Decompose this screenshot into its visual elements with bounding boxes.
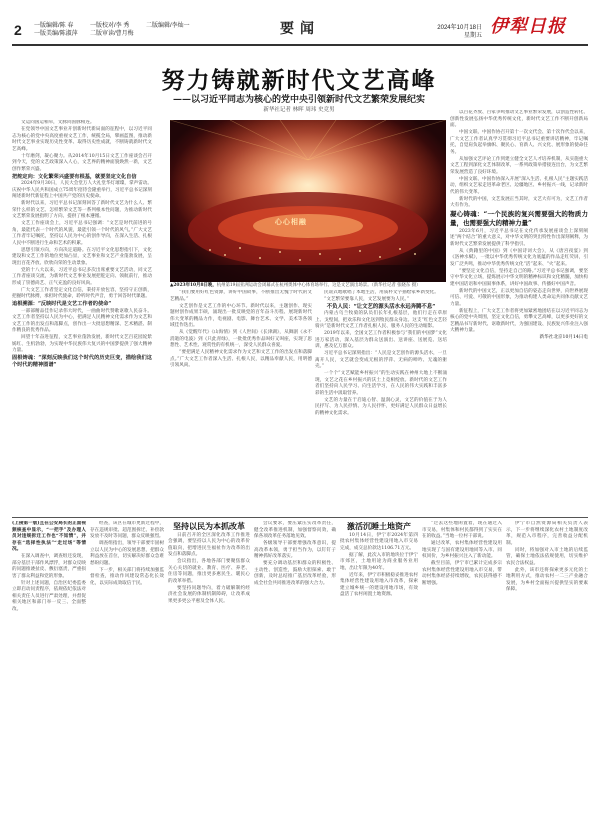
header-divider — [12, 44, 588, 46]
section-name: 要闻 — [280, 21, 320, 37]
paragraph: 2019年以来，全国文艺工作者积极参与“我们的中国梦”文化进万家活动，深入基层为群众送演出、送讲座、送展览、送培训，惠及亿万群众。 — [315, 331, 447, 349]
paragraph: 中国文联、中国作协深入开展“深入生活、扎根人民”主题实践活动，组织文艺家走进革命老区、边疆地区、乡村振兴一线，记录新时代的伟大变革。 — [450, 176, 588, 195]
paragraph: 一部部精品佳作记录伟大时代，一曲曲时代赞歌讴歌人民奋斗。文艺工作者坚持以人民为中心，把满足人民精神文化需求作为文艺和文艺工作的出发点和落脚点，创作出一大批思想精深、艺术精湛、制作精良的优秀作品。 — [12, 308, 152, 333]
lower-column-6 — [422, 521, 502, 833]
date-text: 2024年10月18日 — [437, 25, 482, 31]
paragraph: 针对上述问题，自治区纪委监委立即启动问责程序，依规依纪依法对相关责任人员进行严肃处理，并督促相关地区和部门举一反三、全面整改。 — [12, 580, 86, 612]
article-photo — [170, 120, 446, 282]
editor-credit: 二版审读/曹月梅 — [90, 31, 134, 37]
paragraph: 党的十八大以来，习近平总书记多次出席重要文艺活动，同文艺工作者座谈交流，为新时代文艺事业发展把舵定向、领航前行，推动形成了崇德尚艺、正气充盈的良好风尚。 — [12, 267, 152, 286]
dateline: 新华社北京10月14日电 — [539, 335, 588, 340]
paragraph: 截至目前，伊宁市已累计完成多宗农村集体经营性建设用地入市交易，带动村集体经济持续增收，农民获得感不断增强。 — [422, 561, 502, 586]
paragraph: 同时，将加强对入市土地的后续监管，确保土地依法依规使用，切实维护农民合法权益。 — [506, 547, 588, 566]
paragraph: 习近平总书记深刻指出：“人民是文艺创作的源头活水，一旦离开人民，文艺就会变成无根的浮萍、无病的呻吟、无魂的躯壳。” — [315, 351, 447, 369]
lower-column-2 — [90, 521, 164, 833]
paragraph: 2023年6月，习近平总书记在文化传承发展座谈会上深刻阐述“两个结合”的重大意义，对中华文明的突出特性作出深刻阐释，为新时代文艺繁荣发展提供了科学指引。 — [450, 228, 588, 247]
paragraph: 此外，该市还将探索更多元化的土地利用方式，推动农村一二三产业融合发展，为乡村全面振兴提供坚实的要素保障。 — [506, 567, 588, 592]
paragraph: 回望十年奋进征程，文艺事业蓬勃发展，新时代文艺百花园姹紫嫣红、生机勃勃，为实现中华民族伟大复兴的中国梦提供了强大精神力量。 — [12, 335, 152, 353]
lower-column-5 — [340, 521, 418, 833]
paragraph: 从《觉醒年代》《山海情》到《人世间》《长津湖》，从舞剧《永不消逝的电波》到《只此青绿》，一批批优秀作品叫好又叫座，实现了思想性、艺术性、观赏性的有机统一，深受人民群众喜爱。 — [170, 330, 312, 348]
paragraph: 民谣式地歌唱了本地生活，用质朴文字描绘家乡新变化。 — [324, 290, 439, 295]
paragraph: 近年来，伊宁市积极稳妥推进农村集体经营性建设用地入市改革，探索建立城乡统一的建设用地市场，有效盘活了农村闲置土地资源。 — [340, 572, 418, 597]
section-heading: 凝心铸魂：“一个民族的复兴需要强大的物质力量，也需要强大的精神力量” — [450, 210, 588, 227]
editor-credit: 一版编辑/陈 春 — [34, 23, 74, 29]
paragraph: 内蒙古乌兰牧骑的队员们长年扎根基层，他们行走在草原上、戈壁间，把欢乐和文化送到牧民群众身边。这支“红色文艺轻骑兵”是新时代文艺工作者扎根人民、服务人民的生动缩影。 — [315, 311, 447, 329]
editor-credit: 二版编辑/李灿一 — [146, 23, 190, 29]
article-column-3 — [315, 290, 447, 515]
paragraph: 10月14日，伊宁市2024年第四批农村集体经营性建设用地入市交易完成，成交总价款达1106.71万元。 — [340, 532, 418, 551]
paragraph: 在深入调查中，调查组还发现，部分基层干部作风漂浮，对群众反映的问题推诿扯皮、敷衍塞责，严重损害了群众利益和党的形象。 — [12, 554, 86, 579]
paragraph: 文艺的力量在于启迪心智、温润心灵，文艺的价值在于为人民抒写、为人民抒情、为人民抒怀，更好满足人民群众日益增长的精神文化需求。 — [315, 397, 447, 416]
caption-text: 杭州第19届亚洲运动会闭幕式在杭州奥体中心体育场举行。这是文艺演出场景。（新华社记者 张晓东 摄） — [216, 283, 421, 288]
section-divider — [12, 517, 588, 518]
article-title: 努力铸就新时代文艺高峰 — [161, 67, 437, 94]
paragraph: 会议要求，要压紧压实改革责任，健全改革推进机制，加强督察问效，确保各项改革任务落地见效。 — [254, 521, 336, 539]
paragraph: 各级领导干部要增强改革意识，提高改革本领，勇于担当作为，以钉钉子精神抓好改革落实。 — [254, 541, 336, 559]
editor-credit: 一版校对/李 秀 — [90, 23, 130, 29]
paragraph: 要坚持问题导向，着力破解制约经济社会发展的体制机制障碍，让改革成果更多更公平惠及全体人民。 — [168, 585, 250, 604]
paragraph: 广大文艺工作者坚定文化自信，秉持开放包容，坚持守正创新，把握时代脉搏，承担时代使命，聆听时代声音，勇于回答时代课题。 — [12, 287, 152, 299]
photo-caption — [170, 283, 446, 289]
lower-column-7 — [506, 521, 588, 833]
paragraph: “我们要用好红色资源，讲好中国故事，不断推出无愧于时代的文艺精品。” — [170, 290, 312, 302]
paragraph: 要充分调动基层和群众的积极性、主动性、创造性，鼓励大胆探索、敢于创新，及时总结推广基层改革经验，形成全社会共同推进改革的强大合力。 — [254, 561, 336, 586]
paragraph: 十年磨剑，凝心聚力。从2014年10月15日文艺工作座谈会召开到今天，党的文艺政策深入人心，文艺界的精神面貌焕然一新，文艺创作繁荣兴盛。 — [12, 153, 152, 172]
paragraph: 通过改革，农村集体经营性建设用地实现了与国有建设用地同等入市、同权同价，为乡村振兴注入了新动能。 — [422, 541, 502, 559]
paragraph: 新时代以来，习近平总书记深刻回答了新时代文艺为什么人、繁荣什么样的文艺、怎样繁荣文艺等一系列根本性问题，为推动新时代文艺繁荣发展指明了方向、提供了根本遵循。 — [12, 201, 152, 219]
lower-column-4 — [254, 521, 336, 833]
paragraph: 在党领导中国文艺事业开创新时代新局面的征程中，以习近平同志为核心的党中央高度重视文艺工作，统揽全局，擘画蓝图，推动新时代文艺事业实现历史性变革、取得历史性成就，不断铸就新时代文艺高峰。 — [12, 127, 152, 152]
section-heading: 追根溯源：“反映时代是文艺工作者的使命” — [12, 301, 112, 307]
paragraph: 思想引领方向，方向决定道路。在习近平文化思想指引下，文化建设和文艺工作的地位更加凸显，文艺事业和文艺产业蓬勃发展，呈现出百花齐放、欣欣向荣的生动景象。 — [12, 247, 152, 266]
lower-column-3 — [168, 521, 250, 833]
paragraph: 新时代的中国文艺，正以更加自信的姿态走向世界，向世界展现可信、可爱、可敬的中国形象，为推动构建人类命运共同体贡献文艺力量。 — [450, 288, 588, 307]
lower-column-1 — [12, 521, 86, 833]
editor-credits — [34, 22, 204, 38]
paragraph: 以百花齐放、百家争鸣推动文艺事业繁荣发展，以创造性转化、创新性发展弘扬中华优秀传统文化，新时代文艺工作不断开创新局面。 — [450, 110, 588, 128]
section-heading: 不负人民：“让文艺的源头活水永远奔腾不息” — [326, 304, 436, 310]
paragraph: 一个个“文艺赋能乡村振兴”的生动实践在神州大地上不断涌现，文艺之花在乡村振兴的沃土上竞相绽放。新时代的文艺工作者们坚持向人民学习、向生活学习，在人民的伟大实践和丰富多彩的生活中汲取营养。 — [315, 371, 447, 396]
paragraph: 文艺创作是文艺工作的中心环节。新时代以来，主题创作、现实题材创作成果丰硕，涌现出一批反映党的百年奋斗历程、展现新时代伟大变革的精品力作，电视剧、电影、舞台艺术、文学、美术等各领域佳作迭出。 — [170, 303, 312, 328]
paragraph: 2024年9月30日，人民大会堂万人大礼堂华灯璀璨，掌声雷动。庆祝中华人民共和国成立75周年招待会隆重举行，习近平总书记深刻阐述新时代新征程上中国共产党的历史使命。 — [12, 181, 152, 199]
paragraph: 新时代的中国，文艺发展正当其时，文艺大有可为，文艺工作者大有作为。 — [450, 196, 588, 208]
paragraph: “要坚定文化自信，坚持走自己的路。”习近平总书记强调，要坚守中华文化立场，提炼展示中华文明的精神标识和文化精髓，加快构建中国话语和中国叙事体系，讲好中国故事、传播好中国声音。 — [450, 268, 588, 287]
paragraph: 会议指出，各地各部门要聚焦群众关心关切的就业、教育、医疗、养老、住房等问题，推出更多惠民生、暖民心的改革举措。 — [168, 559, 250, 584]
editor-credit: 一版美编/陈淑萍 — [34, 31, 78, 37]
paragraph: (上接第一版)且在公安局长的正面视频核查中显示，“一把手”及办理人员对违规拆迁工作也“不知情”，并存在“选择性执法”“走过场”等情况。 — [12, 521, 86, 552]
paragraph: 据了解，此次入市的地块位于伊宁市郊区，土地用途为商业服务业用地，出让年限为40年。 — [340, 552, 418, 571]
stage-illustration — [170, 120, 446, 282]
paragraph: 新征程上，广大文艺工作者将更加紧密地团结在以习近平同志为核心的党中央周围，坚定文化自信，勇攀文艺高峰，以更多更好的文艺精品书写新时代、讴歌新时代，为强国建设、民族复兴伟业注入强大精神力量。 — [450, 308, 588, 333]
section-heading: 把舵定向：文化繁荣兴盛要有根基，就要坚定文化自信 — [12, 173, 137, 180]
article-column-2 — [170, 290, 312, 515]
weekday-text: 星期五 — [463, 33, 482, 39]
paragraph: 文运同国运相牵，文脉同国脉相连。 — [21, 120, 95, 125]
paragraph: 从《典籍里的中国》到《中国诗词大会》，从《唐宫夜宴》到《洛神水赋》，一批以中华优秀传统文化为底蕴的作品走红荧屏，引发广泛共鸣，推动中华优秀传统文化“活”起来、“火”起来。 — [450, 248, 588, 267]
caption-tag: ▲2023年10月8日晚， — [170, 283, 217, 288]
page-header — [0, 0, 598, 44]
page-number: 2 — [14, 22, 22, 38]
paragraph: 伊宁市自然资源局相关负责人表示，下一步将继续深化农村土地制度改革，规范入市程序，完善收益分配机制。 — [506, 521, 588, 546]
article-headline: 激活沉睡土地资产 — [347, 521, 411, 531]
section-heading: 固根铸魂：“深刻反映我们这个时代的历史巨变，描绘我们这个时代的精神图谱” — [12, 355, 152, 368]
stage-text: 心心相融 — [274, 217, 307, 227]
article-column-4 — [450, 110, 588, 515]
paragraph: “要把满足人民精神文化需求作为文艺和文艺工作的出发点和落脚点。”广大文艺工作者深入生活、扎根人民，以精品奉献人民，用明德引领风尚。 — [170, 350, 312, 368]
article-headline: 坚持以民为本抓改革 — [173, 521, 245, 531]
paragraph: 日前召开的全区深化改革工作推进会强调，要坚持以人民为中心的改革价值取向，把增进民生福祉作为改革的出发点和落脚点。 — [168, 532, 250, 557]
issue-date — [412, 24, 482, 40]
paragraph: “过去这些地闲置着，现在通过入市交易，村集体和村民都得到了实实在在的收益。”当地一位村干部说。 — [422, 521, 502, 539]
paragraph: 调查组指出，领导干部要牢固树立以人民为中心的发展思想，把群众利益放在首位，切实解决好群众急难愁盼问题。 — [90, 541, 164, 566]
paragraph: 文艺工作座谈会上，习近平总书记强调：“文艺是时代前进的号角，最能代表一个时代的风貌，最能引领一个时代的风气。”广大文艺工作者牢记嘱托，坚持以人民为中心的创作导向，在深入生活、扎根人民中不断进行生命和艺术的积累。 — [12, 221, 152, 246]
newspaper-logo: 伊犁日报 — [490, 16, 566, 37]
paragraph: 从加强文艺评论工作到建立健全文艺人才培养机制，从实施重大文艺工程到深化文艺体制改革，一系列政策举措接连出台，为文艺繁荣发展营造了良好环境。 — [450, 156, 588, 175]
paragraph: 经查，该区在城市更新过程中，存在违规审批、超范围拆迁、补偿款发放不及时等问题，群众反映强烈。 — [90, 521, 164, 539]
article-byline: 新华社记者 林晖 周玮 史竞男 — [263, 107, 335, 113]
paragraph: 下一步，相关部门将持续加强监督检查，推动作风建设常态化长效化，以实际成效取信于民。 — [90, 567, 164, 586]
paragraph: 中国文联、中国作协召开第十一次文代会、第十次作代会以来，广大文艺工作者认真学习贯彻习近平总书记重要讲话精神，牢记嘱托，自觉肩负起举旗帜、聚民心、育新人、兴文化、展形象的使命任务。 — [450, 130, 588, 155]
article-column-1 — [12, 120, 152, 515]
paragraph: “文艺繁荣要靠人民，文艺发展要为人民。” — [324, 297, 410, 302]
article-subtitle: ——以习近平同志为核心的党中央引领新时代文艺繁荣发展纪实 — [172, 95, 425, 105]
